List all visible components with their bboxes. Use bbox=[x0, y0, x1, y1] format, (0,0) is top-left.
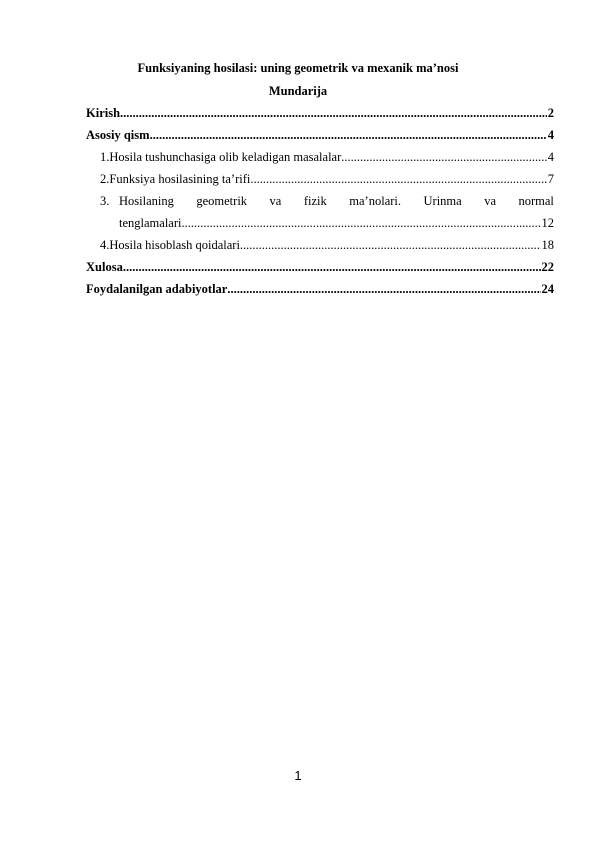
toc-entry-label: Xulosa bbox=[86, 260, 123, 274]
toc-leader-dots bbox=[250, 172, 546, 187]
toc-entry-label: Kirish bbox=[86, 106, 121, 120]
toc-entry-page: 22 bbox=[541, 260, 554, 274]
toc-entry-page: 7 bbox=[547, 172, 554, 186]
toc-heading: Mundarija bbox=[268, 84, 328, 98]
toc-entry-kirish bbox=[86, 106, 554, 128]
toc-word: fizik bbox=[303, 194, 327, 208]
toc-subentry-4 bbox=[86, 238, 554, 260]
toc-entry-label-justified bbox=[119, 194, 554, 209]
toc-leader-dots bbox=[341, 150, 546, 165]
toc-word: Hosilaning bbox=[119, 194, 174, 208]
toc-entry-adabiyot bbox=[86, 282, 554, 304]
toc-word: geometrik bbox=[196, 194, 248, 208]
table-of-contents bbox=[86, 106, 554, 304]
page-number: 1 bbox=[294, 768, 302, 783]
toc-entry-label: tenglamalari bbox=[119, 216, 182, 230]
toc-entry-label: Hosila hisoblash qoidalari bbox=[109, 238, 240, 252]
toc-entry-page: 18 bbox=[541, 238, 554, 252]
toc-subentry-2 bbox=[86, 172, 554, 194]
toc-leader-dots bbox=[120, 106, 547, 121]
toc-entry-page: 24 bbox=[541, 282, 554, 296]
toc-entry-label: Funksiya hosilasining ta’rifi bbox=[109, 172, 251, 186]
toc-subentry-3-continuation bbox=[86, 216, 554, 238]
toc-subentry-number: 1. bbox=[100, 150, 110, 164]
toc-word: normal bbox=[518, 194, 554, 208]
toc-subentry-number: 4. bbox=[100, 238, 110, 252]
toc-entry-page: 4 bbox=[547, 128, 554, 142]
toc-word: va bbox=[484, 194, 496, 208]
toc-entry-asosiy bbox=[86, 128, 554, 150]
toc-subentry-number: 2. bbox=[100, 172, 110, 186]
toc-leader-dots bbox=[150, 128, 547, 143]
toc-leader-dots bbox=[240, 238, 541, 253]
toc-entry-label: Asosiy qism bbox=[86, 128, 150, 142]
toc-entry-label: Foydalanilgan adabiyotlar bbox=[86, 282, 228, 296]
toc-entry-xulosa bbox=[86, 260, 554, 282]
toc-leader-dots bbox=[227, 282, 540, 297]
toc-leader-dots bbox=[181, 216, 540, 231]
toc-word: Urinma bbox=[423, 194, 462, 208]
toc-entry-page: 2 bbox=[547, 106, 554, 120]
toc-word: ma’nolari. bbox=[349, 194, 401, 208]
toc-subentry-1 bbox=[86, 150, 554, 172]
toc-leader-dots bbox=[123, 260, 541, 275]
toc-word: va bbox=[269, 194, 282, 208]
toc-subentry-3 bbox=[86, 194, 554, 216]
toc-subentry-number: 3. bbox=[100, 194, 110, 208]
document-title: Funksiyaning hosilasi: uning geometrik va mexanik ma’nosi bbox=[137, 61, 459, 75]
toc-entry-page: 12 bbox=[541, 216, 554, 230]
toc-entry-label: Hosila tushunchasiga olib keladigan masalalar bbox=[109, 150, 342, 164]
toc-entry-page: 4 bbox=[547, 150, 554, 164]
